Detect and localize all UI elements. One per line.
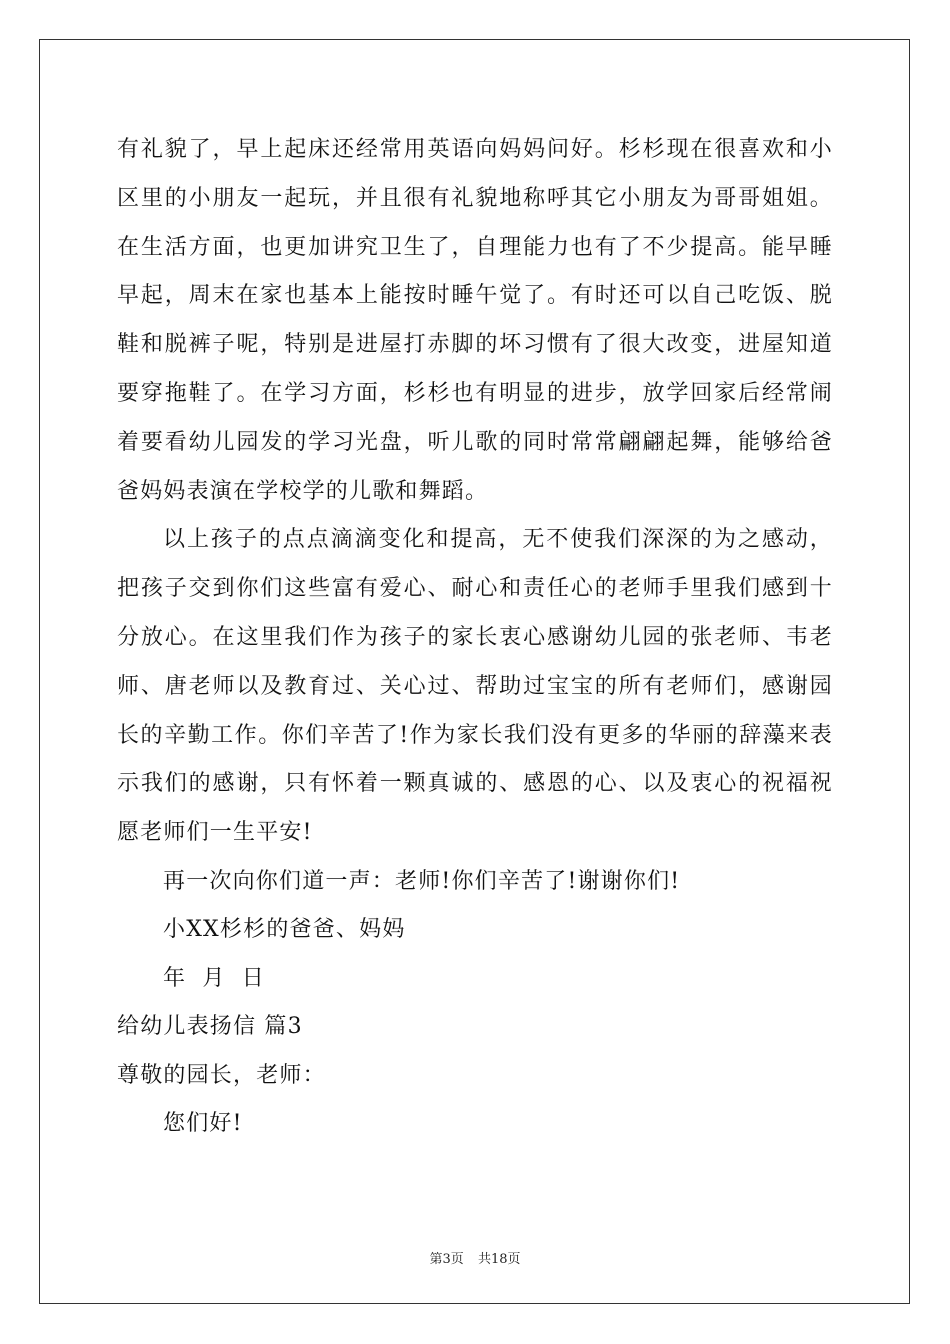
greeting: 您们好! [163, 1111, 243, 1137]
page-number: 第3页 [429, 1252, 464, 1267]
page-footer [0, 1248, 950, 1267]
signature: 小XX杉杉的爸爸、妈妈 [163, 917, 406, 943]
paragraph-1: 有礼貌了，早上起床还经常用英语向妈妈问好。杉杉现在很喜欢和小区里的小朋友一起玩，并且很有礼貌地称呼其它小朋友为哥哥姐姐。在生活方面，也更加讲究卫生了，自理能力也有了不少提高。能早睡早起，周末在家也基本上能按时睡午觉了。有时还可以自己吃饭、脱鞋和脱裤子呢，特别是进屋打赤脚的坏习惯有了很大改变，进屋知道要穿拖鞋了。在学习方面，杉杉也有明显的进步，放学回家后经常闹着要看幼儿园发的学习光盘，听儿歌的同时常常翩翩起舞，能够给爸爸妈妈表演在学校学的儿歌和舞蹈。 [117, 137, 833, 504]
page-total: 共18页 [477, 1252, 521, 1267]
date-line: 年 月 日 [163, 965, 265, 991]
salutation: 尊敬的园长，老师： [117, 1062, 326, 1088]
document-body [117, 126, 833, 1149]
paragraph-2: 以上孩子的点点滴滴变化和提高，无不使我们深深的为之感动，把孩子交到你们这些富有爱心、耐心和责任心的老师手里我们感到十分放心。在这里我们作为孩子的家长衷心感谢幼儿园的张老师、韦老师、唐老师以及教育过、关心过、帮助过宝宝的所有老师们，感谢园长的辛勤工作。你们辛苦了!作为家长我们没有更多的华丽的辞藻来表示我们的感谢，只有怀着一颗真诚的、感恩的心、以及衷心的祝福祝愿老师们一生平安! [117, 527, 833, 846]
section-heading: 给幼儿表扬信 篇3 [117, 1014, 303, 1040]
paragraph-3: 再一次向你们道一声：老师!你们辛苦了!谢谢你们! [163, 868, 681, 894]
